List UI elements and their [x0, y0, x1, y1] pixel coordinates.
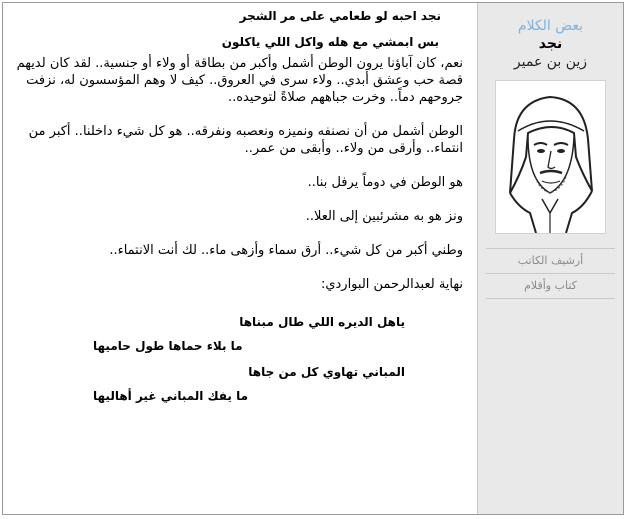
author-portrait: [495, 80, 606, 234]
article-paragraph: هو الوطن في دوماً يرفل بنا..: [307, 175, 463, 190]
page-frame: [2, 2, 624, 515]
column-subtitle: نجد: [538, 36, 563, 52]
article-paragraph: وطني أكبر من كل شيء.. أرق سماء وأزهى ماء.. لك أنت الانتماء..: [109, 243, 463, 258]
opening-verse-2: بس ابمشي مع هله واكل اللي ياكلون: [221, 35, 439, 49]
closing-verse-2: ما بلاء حماها طول حاميها: [93, 339, 243, 353]
author-archive-link[interactable]: أرشيف الكاتب: [486, 248, 615, 274]
article-paragraph: نعم، كان آباؤنا يرون الوطن أشمل وأكبر من بطاقة أو ولاء أو جنسية.. لقد كان لديهم قصة حب وعشق أبدي.. ولاء سرى في العروق.. كيف لا وهم المؤسسون له، نزفت جروحهم دماً.. وخرت جباههم صلاةً لتوحيده..: [16, 56, 463, 105]
article-paragraph: الوطن أشمل من أن نصنفه ونميزه ونعصبه ونفرقه.. هو كل شيء داخلنا.. أكبر من انتماء.. وأرقى من ولاء.. وأبقى من عمر..: [28, 124, 463, 156]
article-paragraph: ونز هو به مشرئبين إلى العلا..: [305, 209, 463, 224]
author-name[interactable]: زين بن عمير: [513, 54, 588, 70]
article-paragraph: نهاية لعبدالرحمن البواردي:: [320, 277, 463, 292]
closing-verse-4: ما يفك المباني غير أهاليها: [93, 389, 249, 403]
closing-verse-3: المباني تهاوي كل من جاها: [248, 365, 405, 379]
opening-verse-1: نجد احبه لو طعامي على مر الشجر: [239, 9, 441, 23]
article: [9, 7, 463, 515]
writers-link[interactable]: كتاب وأقلام: [486, 274, 615, 299]
author-sidebar: [477, 3, 623, 514]
closing-verse-1: ياهل الديره اللي طال مبناها: [239, 315, 405, 329]
column-title[interactable]: بعض الكلام: [517, 18, 584, 34]
